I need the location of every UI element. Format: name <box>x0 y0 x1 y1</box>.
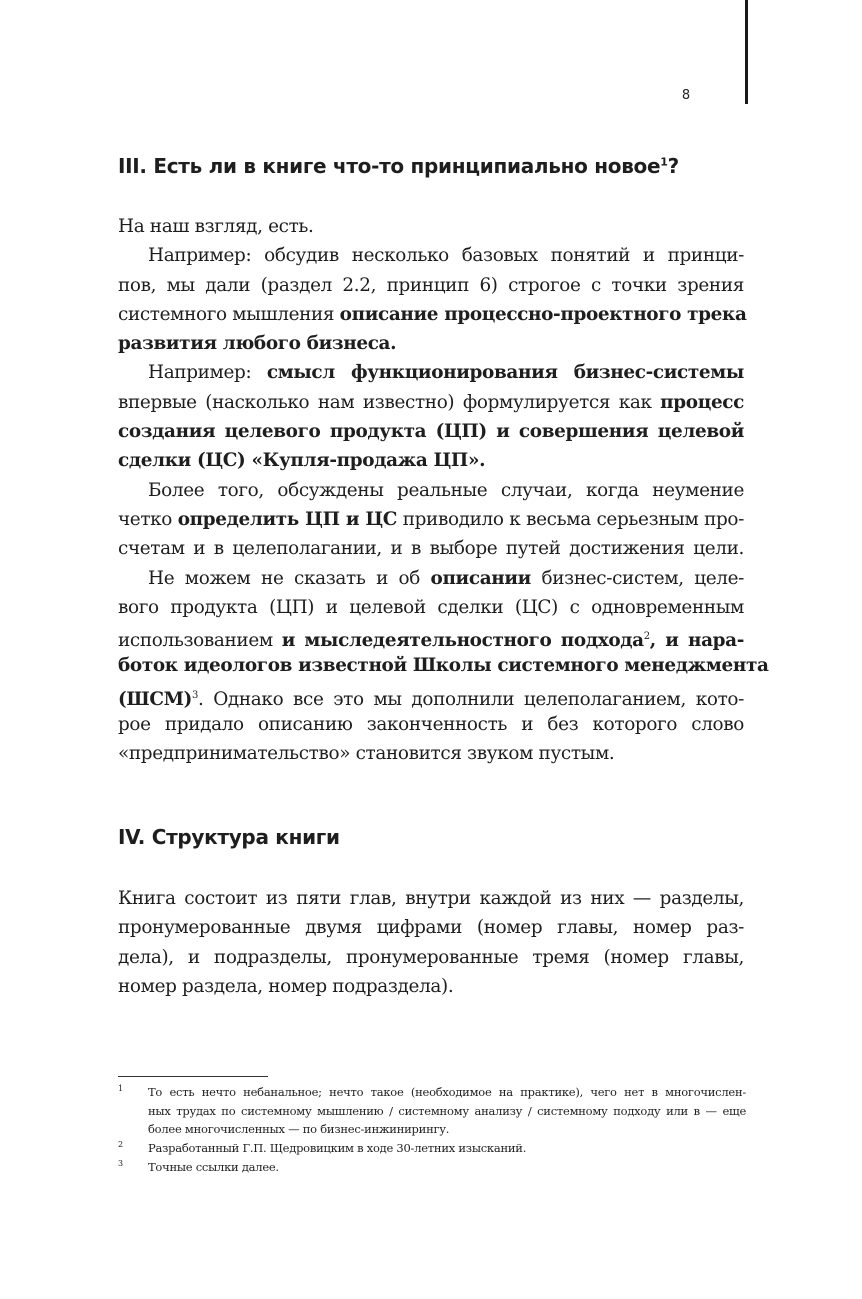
paragraph-line: впервые (насколько нам известно) формулируется как процесс <box>118 391 744 413</box>
paragraph-line: счетам и в целеполагании, и в выборе путей достижения цели. <box>118 538 744 560</box>
bold-phrase: описание процессно-проектного трека <box>339 303 747 325</box>
paragraph-line: пов, мы дали (раздел 2.2, принцип 6) строгое с точки зрения <box>118 274 744 296</box>
paragraph-line <box>118 446 744 475</box>
footnote-number: 1 <box>118 1084 123 1093</box>
bold-phrase: (ШСМ) <box>118 688 192 710</box>
footnotes <box>118 1083 746 1176</box>
paragraph-line: вого продукта (ЦП) и целевой сделки (ЦС) с одновременным <box>118 596 744 618</box>
paragraph-line: пронумерованные двумя цифрами (номер главы, номер раз- <box>118 917 744 939</box>
bold-phrase: сделки (ЦС) «Купля-продажа ЦП». <box>118 450 486 472</box>
footnote-line: Разработанный Г.П. Щедровицким в ходе 30-летних изысканий. <box>148 1141 527 1156</box>
bold-phrase: определить ЦП и ЦС <box>177 508 398 530</box>
page-edge-line <box>745 0 748 104</box>
footnote-separator <box>118 1076 268 1077</box>
section-4-heading: IV. Структура книги <box>118 825 340 849</box>
section-3-heading <box>118 154 679 178</box>
paragraph-line: четко определить ЦП и ЦС приводило к весьма серьезным про- <box>118 508 744 530</box>
footnote-2 <box>118 1139 746 1158</box>
paragraph-line: Книга состоит из пяти глав, внутри каждой из них — разделы, <box>118 888 744 909</box>
footnote-ref-2: 2 <box>643 631 650 643</box>
bold-phrase: , и нара- <box>649 630 744 652</box>
footnote-1 <box>118 1083 746 1139</box>
paragraph-line: «предпринимательство» становится звуком пустым. <box>118 743 615 765</box>
paragraph-line: дела), и подразделы, пронумерованные тремя (номер главы, <box>118 946 744 968</box>
footnote-ref-1: 1 <box>660 155 668 169</box>
footnote-line: ных трудах по системному мышлению / системному анализу / системному подходу или в — еще <box>148 1103 746 1118</box>
paragraph-line: Например: смысл функционирования бизнес-системы <box>148 362 744 384</box>
bold-phrase: смысл функционирования бизнес-системы <box>266 362 744 384</box>
bold-phrase: развития любого бизнеса. <box>118 333 397 355</box>
footnote-ref-3: 3 <box>191 689 198 701</box>
paragraph-line: (ШСМ)$^3$. Однако все это мы дополнили целеполаганием, кото- <box>118 688 744 710</box>
footnote-line: Точные ссылки далее. <box>148 1159 279 1174</box>
section-4-body <box>118 884 744 1001</box>
paragraph-line: использованием и мыследеятельностного подхода$^2$, и нара- <box>118 630 744 652</box>
section-3-title-tail: ? <box>667 154 679 178</box>
section-3-body <box>118 212 769 769</box>
bold-phrase: создания целевого продукта (ЦП) и совершения целевой <box>118 421 744 443</box>
footnote-number: 3 <box>118 1158 123 1168</box>
paragraph-line <box>118 329 744 358</box>
paragraph-line: Более того, обсуждены реальные случаи, когда неумение <box>148 479 744 501</box>
footnote-line: более многочисленных — по бизнес-инжинирингу. <box>148 1122 450 1137</box>
bold-phrase: боток идеологов известной Школы системного менеджмента <box>118 655 769 677</box>
paragraph-line: системного мышления описание процессно-проектного трека <box>118 303 747 325</box>
paragraph-line: Например: обсудив несколько базовых понятий и принци- <box>148 245 744 267</box>
paragraph-line <box>118 417 744 446</box>
paragraph-line: рое придало описанию законченность и без которого слово <box>118 714 744 736</box>
section-3-title: III. Есть ли в книге что-то принципиально новое <box>118 154 661 178</box>
bold-phrase: описании <box>430 567 531 589</box>
bold-phrase: процесс <box>660 391 744 413</box>
paragraph-line: номер раздела, номер подраздела). <box>118 975 454 997</box>
footnote-3 <box>118 1158 746 1177</box>
footnote-line: То есть нечто небанальное; нечто такое (необходимое на практике), чего нет в многочислен- <box>148 1085 746 1099</box>
page-number: 8 <box>681 88 691 103</box>
paragraph-line <box>118 651 769 680</box>
footnote-number: 2 <box>118 1140 123 1150</box>
bold-phrase: и мыследеятельностного подхода <box>281 630 644 652</box>
paragraph-line: Не можем не сказать и об описании бизнес-систем, целе- <box>148 567 744 589</box>
paragraph-line: На наш взгляд, есть. <box>118 216 314 237</box>
